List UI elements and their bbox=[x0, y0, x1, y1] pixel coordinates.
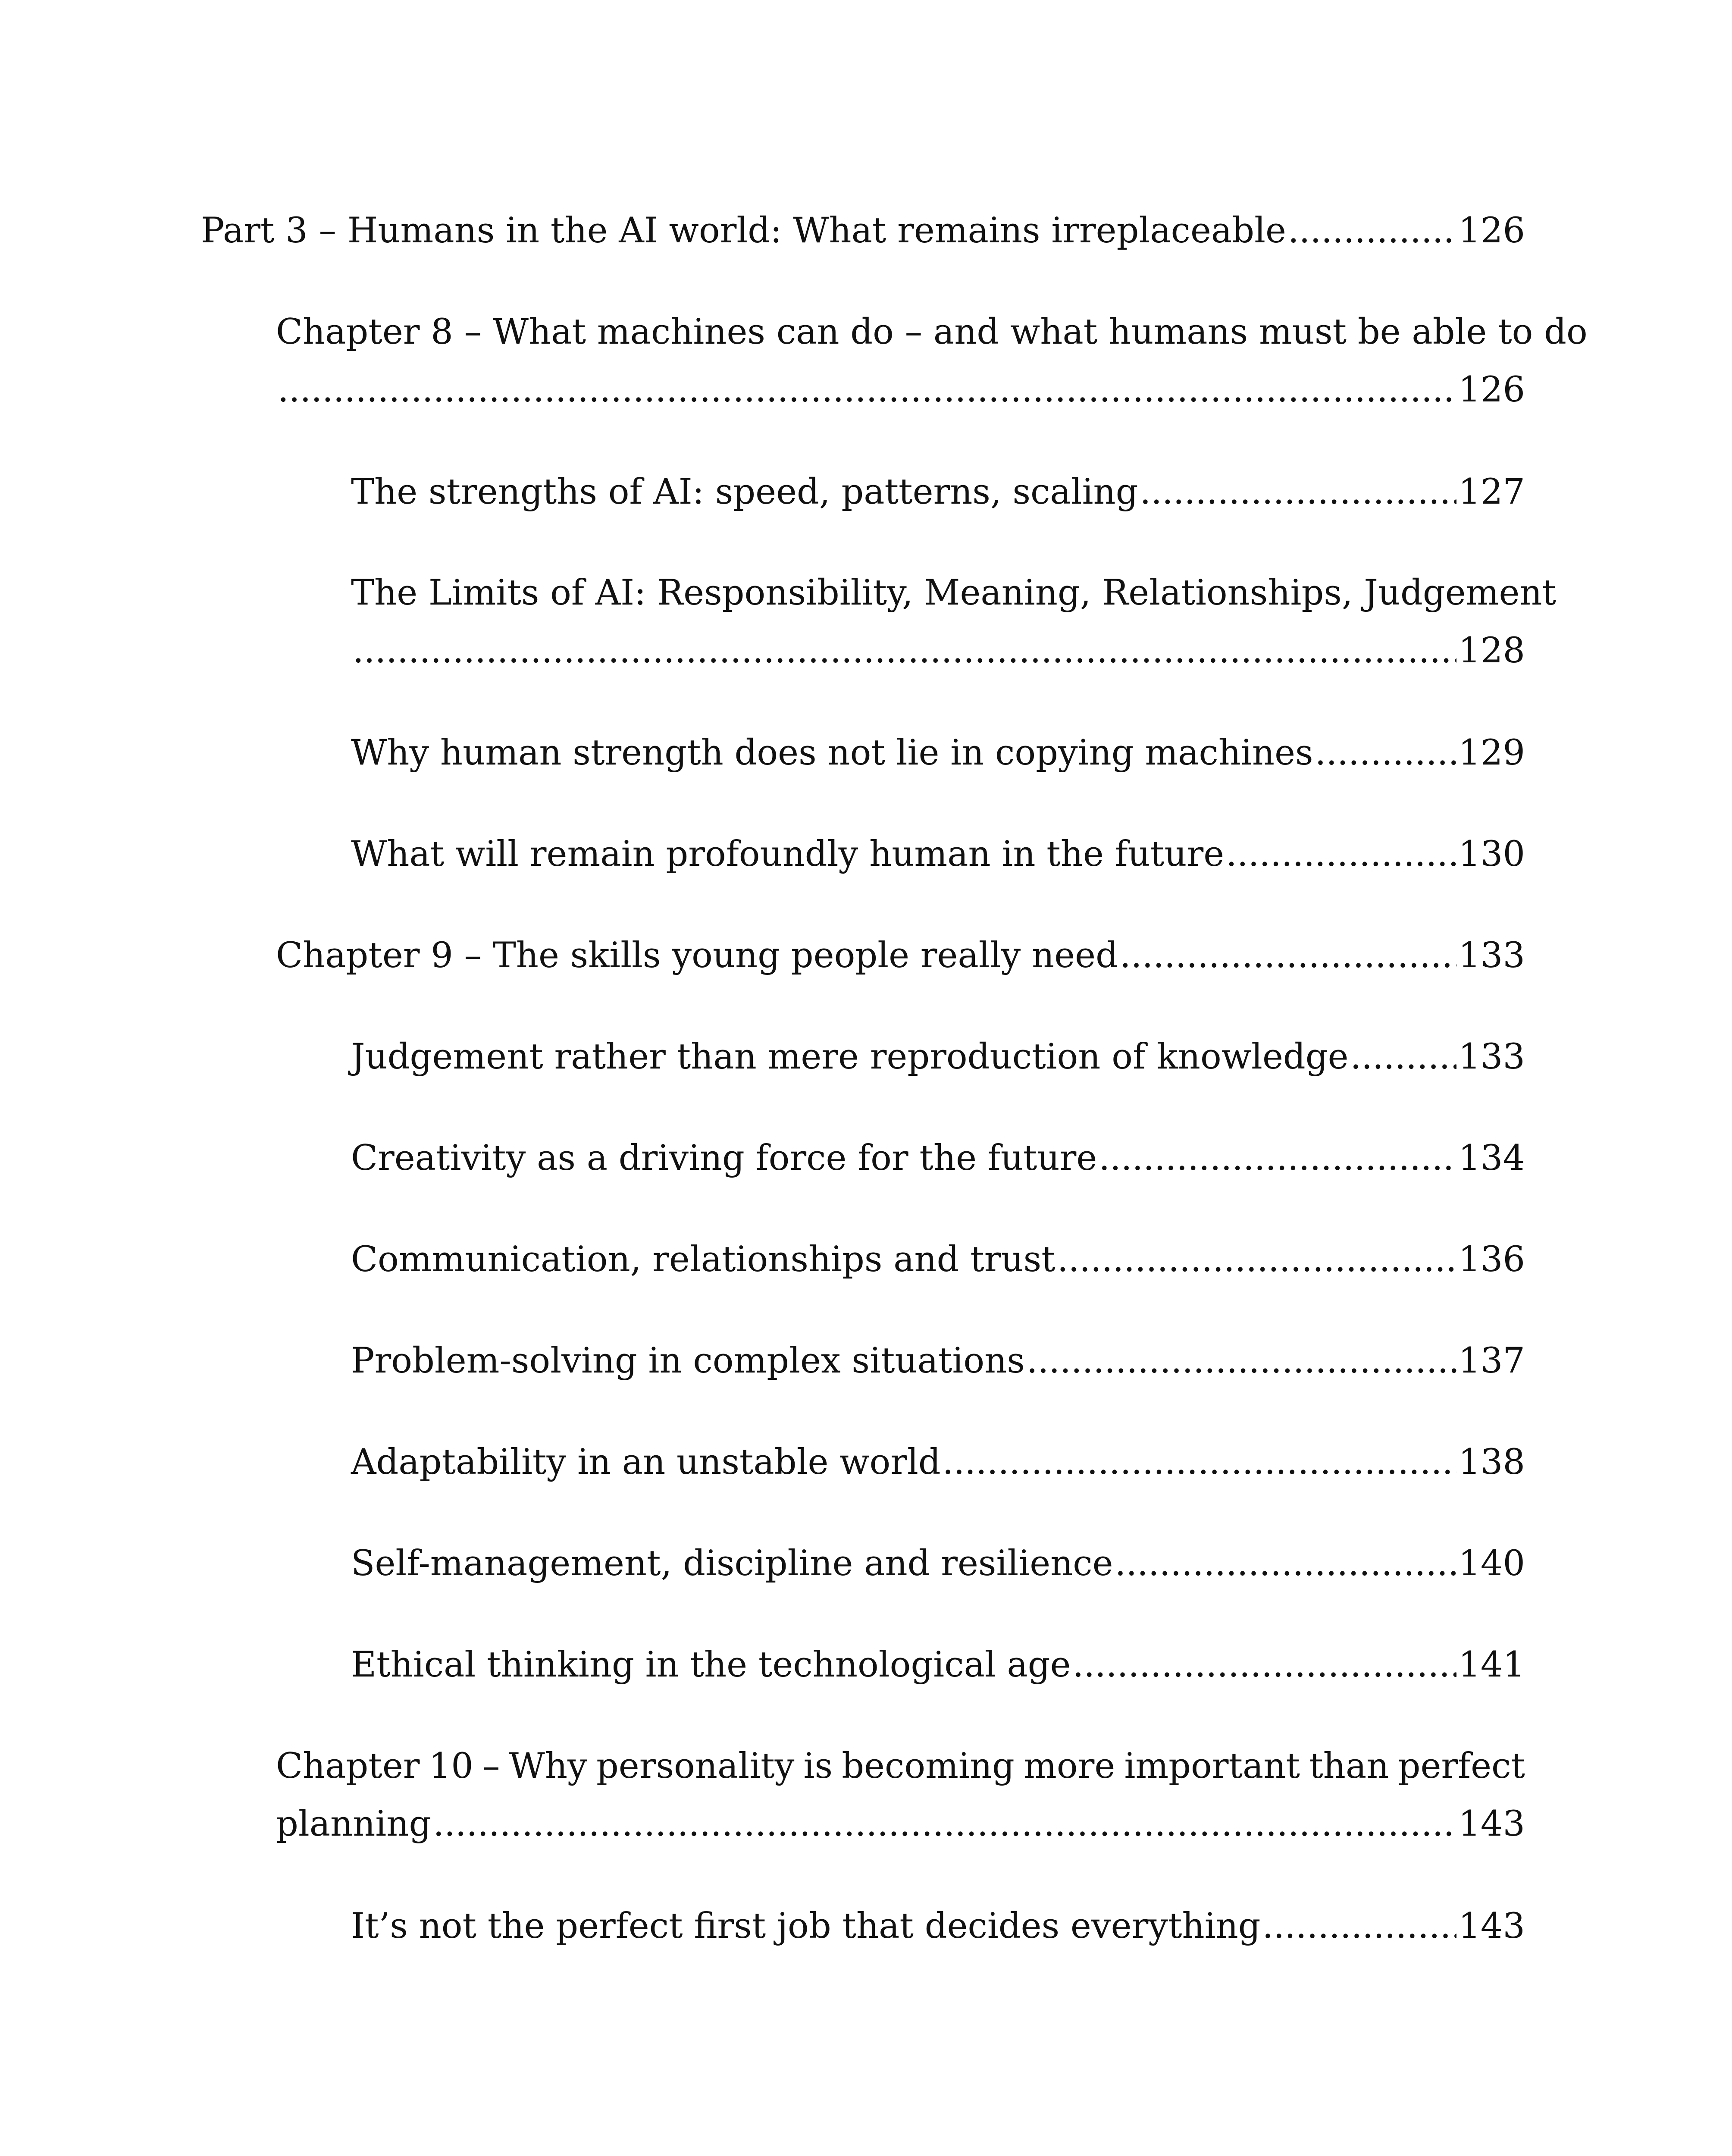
toc-entry-label: Problem-solving in complex situations bbox=[351, 1341, 1025, 1381]
toc-page-number: 137 bbox=[1458, 1341, 1525, 1381]
dot-leader bbox=[1057, 1231, 1457, 1288]
toc-entry-label: Creativity as a driving force for the future bbox=[351, 1138, 1097, 1178]
toc-page-number: 126 bbox=[1458, 210, 1525, 251]
toc-entry-label: Part 3 – Humans in the AI world: What remains irreplaceable bbox=[201, 210, 1286, 251]
dot-leader bbox=[353, 622, 1456, 680]
label-word: important bbox=[1124, 1746, 1300, 1786]
toc-entry-chapter-8[interactable] bbox=[276, 303, 1588, 419]
toc-entry-label: Why human strength does not lie in copying machines bbox=[351, 733, 1313, 773]
label-word: perfect bbox=[1398, 1746, 1525, 1786]
toc-page-number: 127 bbox=[1458, 472, 1525, 512]
toc-entry-label: Chapter 8 – What machines can do – and what humans must be able to do bbox=[276, 312, 1588, 352]
dot-leader bbox=[1350, 1028, 1457, 1086]
dot-leader bbox=[1115, 1535, 1457, 1592]
toc-entry-section-adaptability[interactable] bbox=[351, 1433, 1525, 1491]
toc-entry-label: What will remain profoundly human in the future bbox=[351, 834, 1225, 874]
toc-entry-label: Judgement rather than mere reproduction of knowledge bbox=[351, 1037, 1349, 1077]
label-word: more bbox=[1024, 1746, 1115, 1786]
toc-page-number: 130 bbox=[1458, 834, 1525, 874]
dot-leader bbox=[433, 1795, 1456, 1853]
label-word: is bbox=[803, 1746, 833, 1786]
toc-entry-label-continued: planning bbox=[276, 1804, 432, 1844]
dot-leader bbox=[278, 361, 1456, 419]
toc-entry-section-ai-strengths[interactable] bbox=[351, 463, 1525, 521]
toc-entry-label: Adaptability in an unstable world bbox=[351, 1442, 941, 1482]
dot-leader bbox=[1226, 825, 1456, 883]
toc-entry-section-human-strength[interactable] bbox=[351, 724, 1525, 782]
toc-entry-section-first-job[interactable] bbox=[351, 1897, 1525, 1955]
toc-entry-part-3[interactable] bbox=[201, 202, 1525, 260]
toc-entry-label: Communication, relationships and trust bbox=[351, 1239, 1055, 1280]
dot-leader bbox=[943, 1433, 1457, 1491]
label-word: than bbox=[1309, 1746, 1389, 1786]
toc-page-number: 143 bbox=[1458, 1804, 1525, 1844]
dot-leader bbox=[1288, 202, 1456, 260]
toc-entry-label: Chapter 9 – The skills young people really need bbox=[276, 935, 1118, 976]
toc-page-number: 129 bbox=[1458, 733, 1525, 773]
toc-entry-section-communication[interactable] bbox=[351, 1231, 1525, 1288]
dot-leader bbox=[1315, 724, 1457, 782]
dot-leader bbox=[1262, 1897, 1457, 1955]
toc-entry-section-problem-solving[interactable] bbox=[351, 1332, 1525, 1390]
toc-entry-label: Ethical thinking in the technological age bbox=[351, 1645, 1071, 1685]
label-word: personality bbox=[596, 1746, 795, 1786]
toc-page-number: 128 bbox=[1458, 630, 1525, 671]
toc-page-number: 136 bbox=[1458, 1239, 1525, 1280]
toc-entry-section-judgement[interactable] bbox=[351, 1028, 1525, 1086]
toc-entry-label: The strengths of AI: speed, patterns, scaling bbox=[351, 472, 1138, 512]
dot-leader bbox=[1140, 463, 1457, 521]
toc-page-number: 134 bbox=[1458, 1138, 1525, 1178]
toc-entry-chapter-9[interactable] bbox=[276, 927, 1525, 984]
label-word: 10 bbox=[429, 1746, 473, 1786]
toc-entry-chapter-10[interactable] bbox=[276, 1737, 1525, 1853]
toc-entry-section-ai-limits[interactable] bbox=[351, 564, 1557, 680]
label-word: Why bbox=[509, 1746, 587, 1786]
toc-entry-section-creativity[interactable] bbox=[351, 1129, 1525, 1187]
toc-entry-section-ethical-thinking[interactable] bbox=[351, 1636, 1525, 1694]
dot-leader bbox=[1120, 927, 1456, 984]
toc-entry-label: It’s not the perfect first job that decides everything bbox=[351, 1906, 1261, 1946]
toc-page-number: 141 bbox=[1458, 1645, 1525, 1685]
dot-leader bbox=[1099, 1129, 1456, 1187]
toc-page-number: 133 bbox=[1458, 935, 1525, 976]
dot-leader bbox=[1073, 1636, 1457, 1694]
toc-entry-label: Self-management, discipline and resilience bbox=[351, 1543, 1113, 1584]
toc-entry-section-self-management[interactable] bbox=[351, 1535, 1525, 1592]
toc-entry-label bbox=[276, 1737, 1525, 1795]
toc-page-number: 126 bbox=[1458, 370, 1525, 410]
label-word: Chapter bbox=[276, 1746, 420, 1786]
toc-page-number: 133 bbox=[1458, 1037, 1525, 1077]
toc-page-number: 143 bbox=[1458, 1906, 1525, 1946]
toc-page-number: 140 bbox=[1458, 1543, 1525, 1584]
toc-entry-section-profoundly-human[interactable] bbox=[351, 825, 1525, 883]
dot-leader bbox=[1027, 1332, 1457, 1390]
label-word: – bbox=[482, 1746, 500, 1786]
toc-page-number: 138 bbox=[1458, 1442, 1525, 1482]
toc-entry-label: The Limits of AI: Responsibility, Meaning, Relationships, Judgement bbox=[351, 573, 1557, 613]
label-word: becoming bbox=[842, 1746, 1015, 1786]
